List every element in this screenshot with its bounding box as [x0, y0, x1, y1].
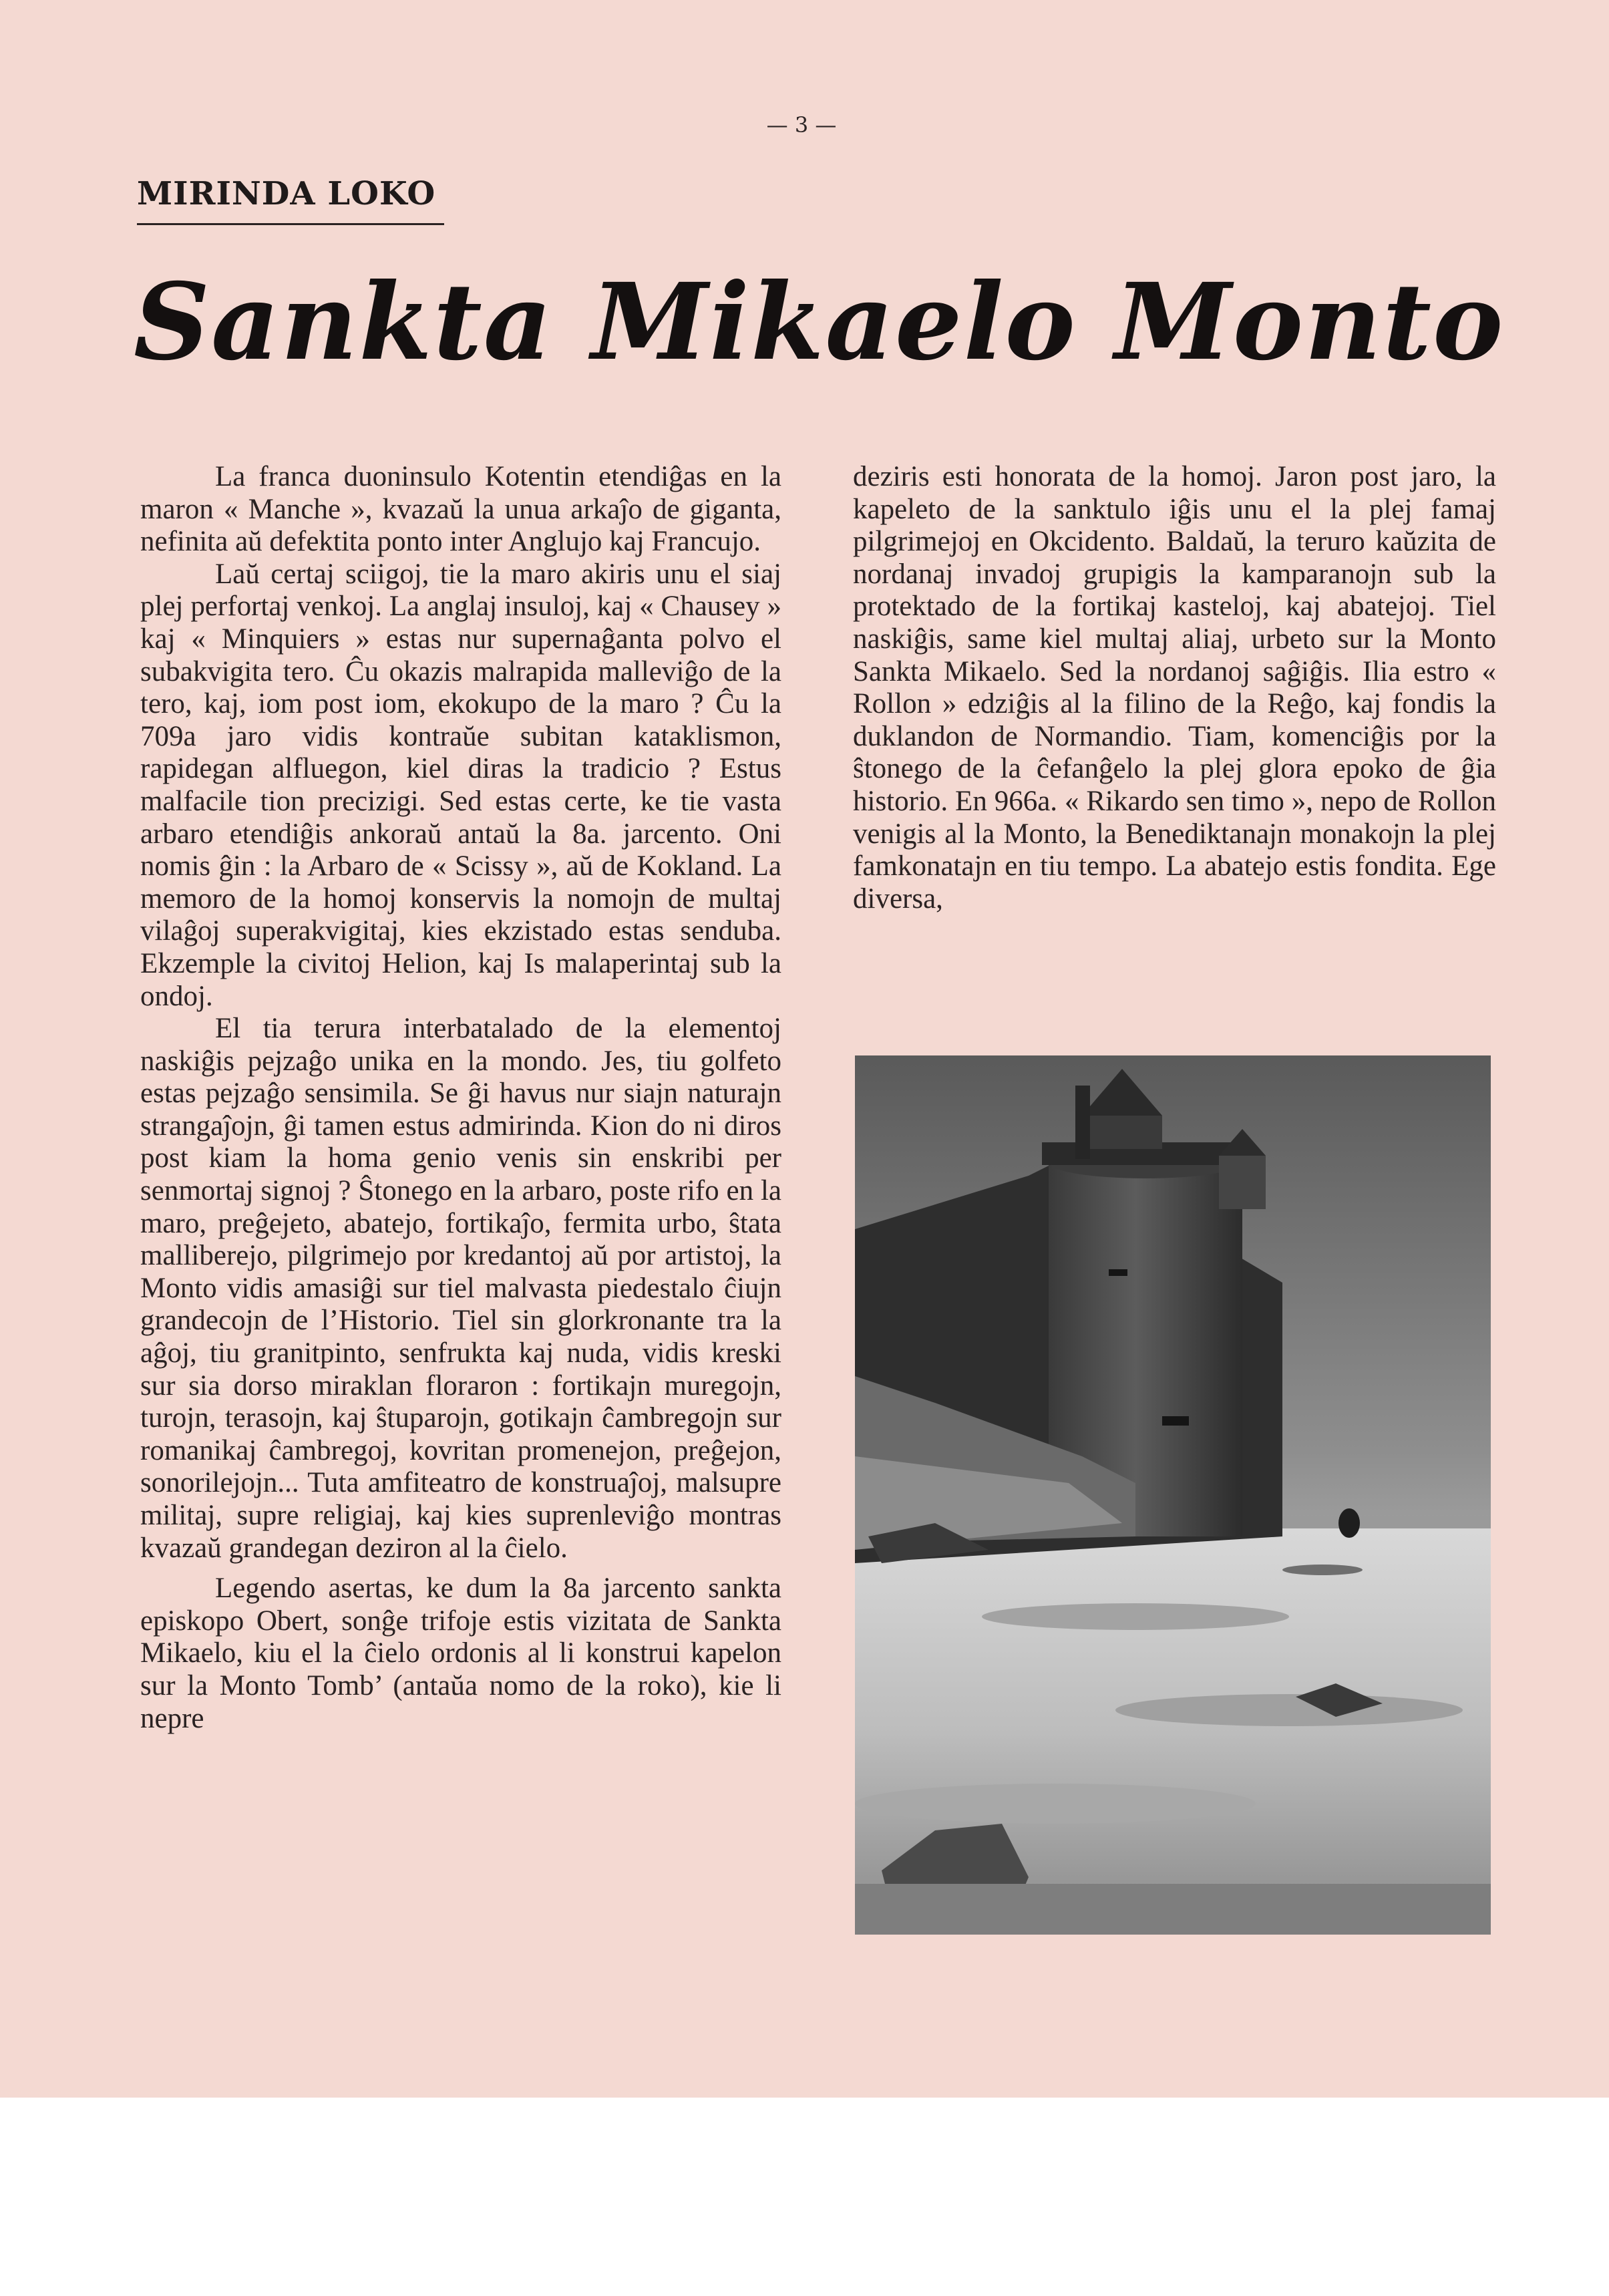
paragraph: La franca duoninsulo Kotentin etendiĝas en la maron « Manche », kvazaŭ la unua arkaĵo de giganta, nefinita aŭ defektita ponto inter Anglujo kaj Francujo.	[140, 461, 781, 558]
paragraph: Laŭ certaj sciigoj, tie la maro akiris unu el siaj plej perfortaj venkoj. La anglaj insuloj, kaj « Chausey » kaj « Minquiers » estas nur supernaĝanta polvo el subakvigita tero. Ĉu okazis malrapida malleviĝo de la tero, kaj, iom post iom, ekokupo de la maro ? Ĉu la 709a jaro vidis kontraŭe subitan kataklismon, rapidegan alfluegon, kiel diras la tradicio ? Estus malfacile tion precizigi. Sed estas certe, ke tie vasta arbaro etendiĝis ankoraŭ antaŭ la 8a. jarcento. Oni nomis ĝin : la Arbaro de « Scissy », aŭ de Kokland. La memoro de la homoj konservis la nomojn de multaj vilaĝoj superakvigitaj, kies ekzistado estas senduba. Ekzemple la civitoj Helion, kaj Is malaperintaj sub la ondoj.	[140, 558, 781, 1012]
section-underline	[137, 223, 444, 225]
left-text-column	[140, 461, 781, 1735]
section-label: MIRINDA LOKO	[137, 175, 436, 212]
paragraph: El tia terura interbatalado de la elementoj naskiĝis pejzaĝo unika en la mondo. Jes, tiu golfeto estas pejzaĝo sensimila. Se ĝi havus nur siajn naturajn strangaĵojn, ĝi tamen estus admirinda. Kion do ni diros post kiam la homa genio venis sin enskribi per senmortaj signoj ? Ŝtonego en la arbaro, poste rifo en la maro, preĝejeto, abatejo, fortikaĵo, fermita urbo, ŝtata malliberejo, pilgrimejo por kredantoj aŭ por artistoj, la Monto vidis amasiĝi sur tiel malvasta piedestalo ĉiujn grandecojn de l’Historio. Tiel sin glorkronante tra la aĝoj, tiu granitpinto, senfrukta kaj nuda, vidis kreski sur sia dorso miraklan floraron : fortikajn muregojn, turojn, terasojn, kaj ŝtuparojn, gotikajn ĉambregojn sur romanikaj ĉambregoj, kovritan promenejon, preĝejon, sonorilejojn... Tuta amfiteatro de konstruaĵoj, malsupre militaj, supre religiaj, kaj kies suprenleviĝo montras kvazaŭ grandegan deziron al la ĉielo.	[140, 1013, 781, 1564]
article-title: Sankta Mikaelo Monto	[134, 261, 1505, 384]
paragraph: deziris esti honorata de la homoj. Jaron post jaro, la kapeleto de la sanktulo iĝis unu el la plej famaj pilgrimejoj en Okcidento. Baldaŭ, la teruro kaŭzita de nordanaj invadoj grupigis la kamparanojn sub la protektado de la fortikaj kasteloj, kaj abatejoj. Tiel naskiĝis, same kiel multaj aliaj, urbeto sur la Monto Sankta Mikaelo. Sed la nordanoj saĝiĝis. Ilia estro « Rollon » edziĝis al la filino de la Reĝo, kaj fondis la duklandon de Normandio. Tiam, komenciĝis por la ŝtonego de la ĉefanĝelo la plej glora epoko de ĝia historio. En 966a. « Rikardo sen timo », nepo de Rollon venigis al la Monto, la Benediktanajn monakojn la plej famkonatajn en tiu tempo. La abatejo estis fondita. Ege diversa,	[853, 461, 1496, 915]
photograph-of-tower-and-beach	[855, 1055, 1491, 1935]
right-text-column	[853, 461, 1496, 915]
page-number: — 3 —	[766, 112, 837, 138]
paragraph: Legendo asertas, ke dum la 8a jarcento sankta episkopo Obert, sonĝe trifoje estis vizitata de Sankta Mikaelo, kiu el la ĉielo ordonis al li konstrui kapelon sur la Monto Tomb’ (antaŭa nomo de la roko), kie li nepre	[140, 1573, 781, 1734]
